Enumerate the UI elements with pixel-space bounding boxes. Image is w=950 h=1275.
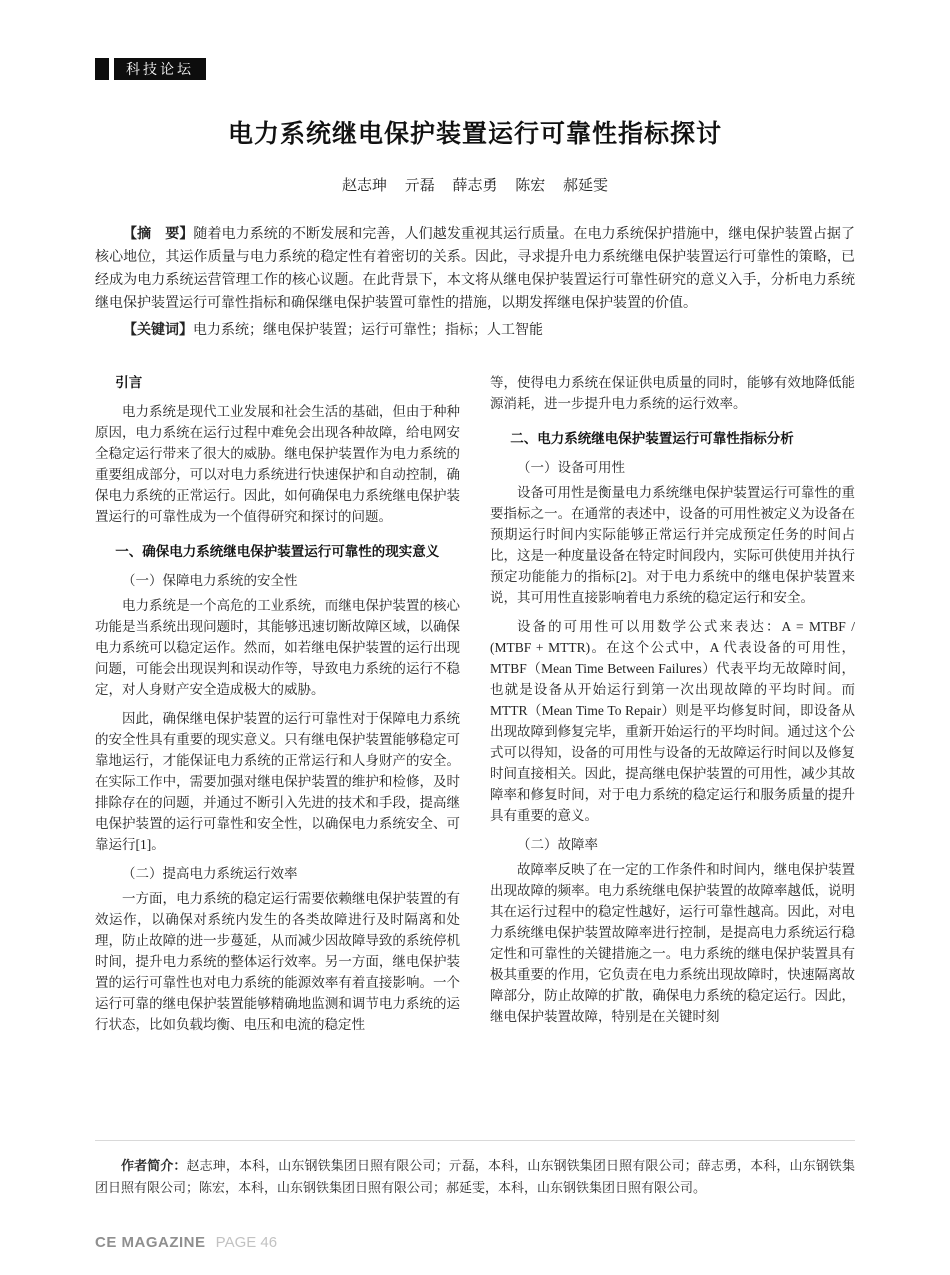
abstract-label: 【摘 要】 [123,227,194,242]
category-badge-label: 科技论坛 [114,58,206,80]
keywords-text: 电力系统；继电保护装置；运行可靠性；指标；人工智能 [193,323,543,338]
section-2-sub-1-heading: （一）设备可用性 [517,460,625,475]
section-2-sub-1-paragraph-1: 设备可用性是衡量电力系统继电保护装置运行可靠性的重要指标之一。在通常的表述中，设备的可用性被定义为设备在预期运行时间内实际能够正常运行并完成预定任务的时间占比，这是一种度量设备在特定时间段内，实际可供使用并执行预定功能能力的指标[2]。对于电力系统中的继电保护装置来说，其可用性直接影响着电力系统的稳定运行和安全。 [490,485,855,605]
left-column [95,372,460,1043]
section-2-sub-2-paragraph-1: 故障率反映了在一定的工作条件和时间内，继电保护装置出现故障的频率。电力系统继电保护装置的故障率越低，说明其在运行过程中的稳定性越好，运行可靠性越高。因此，对电力系统继电保护装置故障率进行控制，是提高电力系统运行稳定性和可靠性的关键措施之一。电力系统的继电保护装置具有极其重要的作用，它负责在电力系统出现故障时，快速隔离故障部分，防止故障的扩散，确保电力系统的稳定运行。因此，继电保护装置故障，特别是在关键时刻 [490,862,855,1024]
page-footer [95,1140,855,1275]
section-1-sub-1-heading: （一）保障电力系统的安全性 [122,573,298,588]
magazine-name: CE MAGAZINE [95,1234,206,1251]
continued-paragraph: 等，使得电力系统在保证供电质量的同时，能够有效地降低能源消耗，进一步提升电力系统的运行效率。 [490,375,855,411]
section-2-heading: 二、电力系统继电保护装置运行可靠性指标分析 [510,431,794,446]
intro-heading: 引言 [115,375,143,390]
author-bio-paragraph [95,1155,855,1199]
keywords-label: 【关键词】 [123,323,193,338]
intro-paragraph: 电力系统是现代工业发展和社会生活的基础，但由于种种原因，电力系统在运行过程中难免会出现各种故障，给电网安全稳定运行带来了很大的威胁。继电保护装置作为电力系统的重要组成部分，可以对电力系统进行快速保护和自动控制，确保电力系统的正常运行。因此，如何确保电力系统继电保护装置运行的可靠性成为一个值得研究和探讨的问题。 [95,404,460,524]
keywords-paragraph [95,319,855,342]
authors-line: 赵志珅 亓磊 薛志勇 陈宏 郝延雯 [341,178,608,194]
footer-divider [95,1140,855,1141]
section-2-sub-2-heading: （二）故障率 [517,837,598,852]
section-1-sub-1-paragraph-2: 因此，确保继电保护装置的运行可靠性对于保障电力系统的安全性具有重要的现实意义。只有继电保护装置能够稳定可靠地运行，才能保证电力系统的正常运行和人身财产的安全。在实际工作中，需要加强对继电保护装置的维护和检修，及时排除存在的问题，并通过不断引入先进的技术和手段，提高继电保护装置的运行可靠性和安全性，以确保电力系统安全、可靠运行[1]。 [95,711,460,852]
author-bio-label: 作者简介： [121,1158,187,1173]
category-badge [95,58,855,80]
section-1-sub-2-heading: （二）提高电力系统运行效率 [122,866,298,881]
badge-square-icon [95,58,109,80]
right-column [490,372,855,1043]
page-number-line [95,1234,277,1251]
page-number: PAGE 46 [215,1234,278,1251]
author-bio-text: 赵志珅，本科，山东钢铁集团日照有限公司；亓磊，本科，山东钢铁集团日照有限公司；薛志勇，本科，山东钢铁集团日照有限公司；陈宏，本科，山东钢铁集团日照有限公司；郝延雯，本科，山东钢铁集团日照有限公司。 [95,1158,855,1195]
abstract-paragraph [95,223,855,315]
two-column-body [95,372,855,1043]
section-1-sub-2-paragraph-1: 一方面，电力系统的稳定运行需要依赖继电保护装置的有效运作，以确保对系统内发生的各类故障进行及时隔离和处理，防止故障的进一步蔓延，从而减少因故障导致的系统停机时间，提升电力系统的整体运行效率。另一方面，继电保护装置的运行可靠性也对电力系统的能源效率有着直接影响。一个运行可靠的继电保护装置能够精确地监测和调节电力系统的运行状态，比如负载均衡、电压和电流的稳定性 [95,891,460,1032]
section-2-sub-1-paragraph-2: 设备的可用性可以用数学公式来表达：A = MTBF / (MTBF + MTTR)。在这个公式中，A 代表设备的可用性，MTBF（Mean Time Between Failures）代表平均无故障时间，也就是设备从开始运行到第一次出现故障的平均时间。而 MTTR（Mean Time To Repair）则是平均修复时间，即设备从出现故障到修复完毕，重新开始运行的平均时间。通过这个公式可以得知，设备的可用性与设备的无故障运行时间以及修复时间直接相关。因此，提高继电保护装置的可用性，减少其故障率和修复时间，对于电力系统的稳定运行和服务质量的提升具有重要的意义。 [490,619,855,823]
section-1-heading: 一、确保电力系统继电保护装置运行可靠性的现实意义 [115,544,440,559]
section-1-sub-1-paragraph-1: 电力系统是一个高危的工业系统，而继电保护装置的核心功能是当系统出现问题时，其能够迅速切断故障区域，以确保电力系统可以稳定运作。然而，如若继电保护装置的运行出现问题，可能会出现误判和误动作等，导致电力系统的运行不稳定，对人身财产安全造成极大的威胁。 [95,598,460,697]
article-title: 电力系统继电保护装置运行可靠性指标探讨 [227,120,722,148]
abstract-text: 随着电力系统的不断发展和完善，人们越发重视其运行质量。在电力系统保护措施中，继电保护装置占据了核心地位，其运作质量与电力系统的稳定性有着密切的关系。因此，寻求提升电力系统继电保护装置运行可靠性的策略，已经成为电力系统运营管理工作的核心议题。在此背景下，本文将从继电保护装置运行可靠性研究的意义入手，分析电力系统继电保护装置运行可靠性指标和确保继电保护装置可靠性的措施，以期发挥继电保护装置的价值。 [95,227,856,311]
